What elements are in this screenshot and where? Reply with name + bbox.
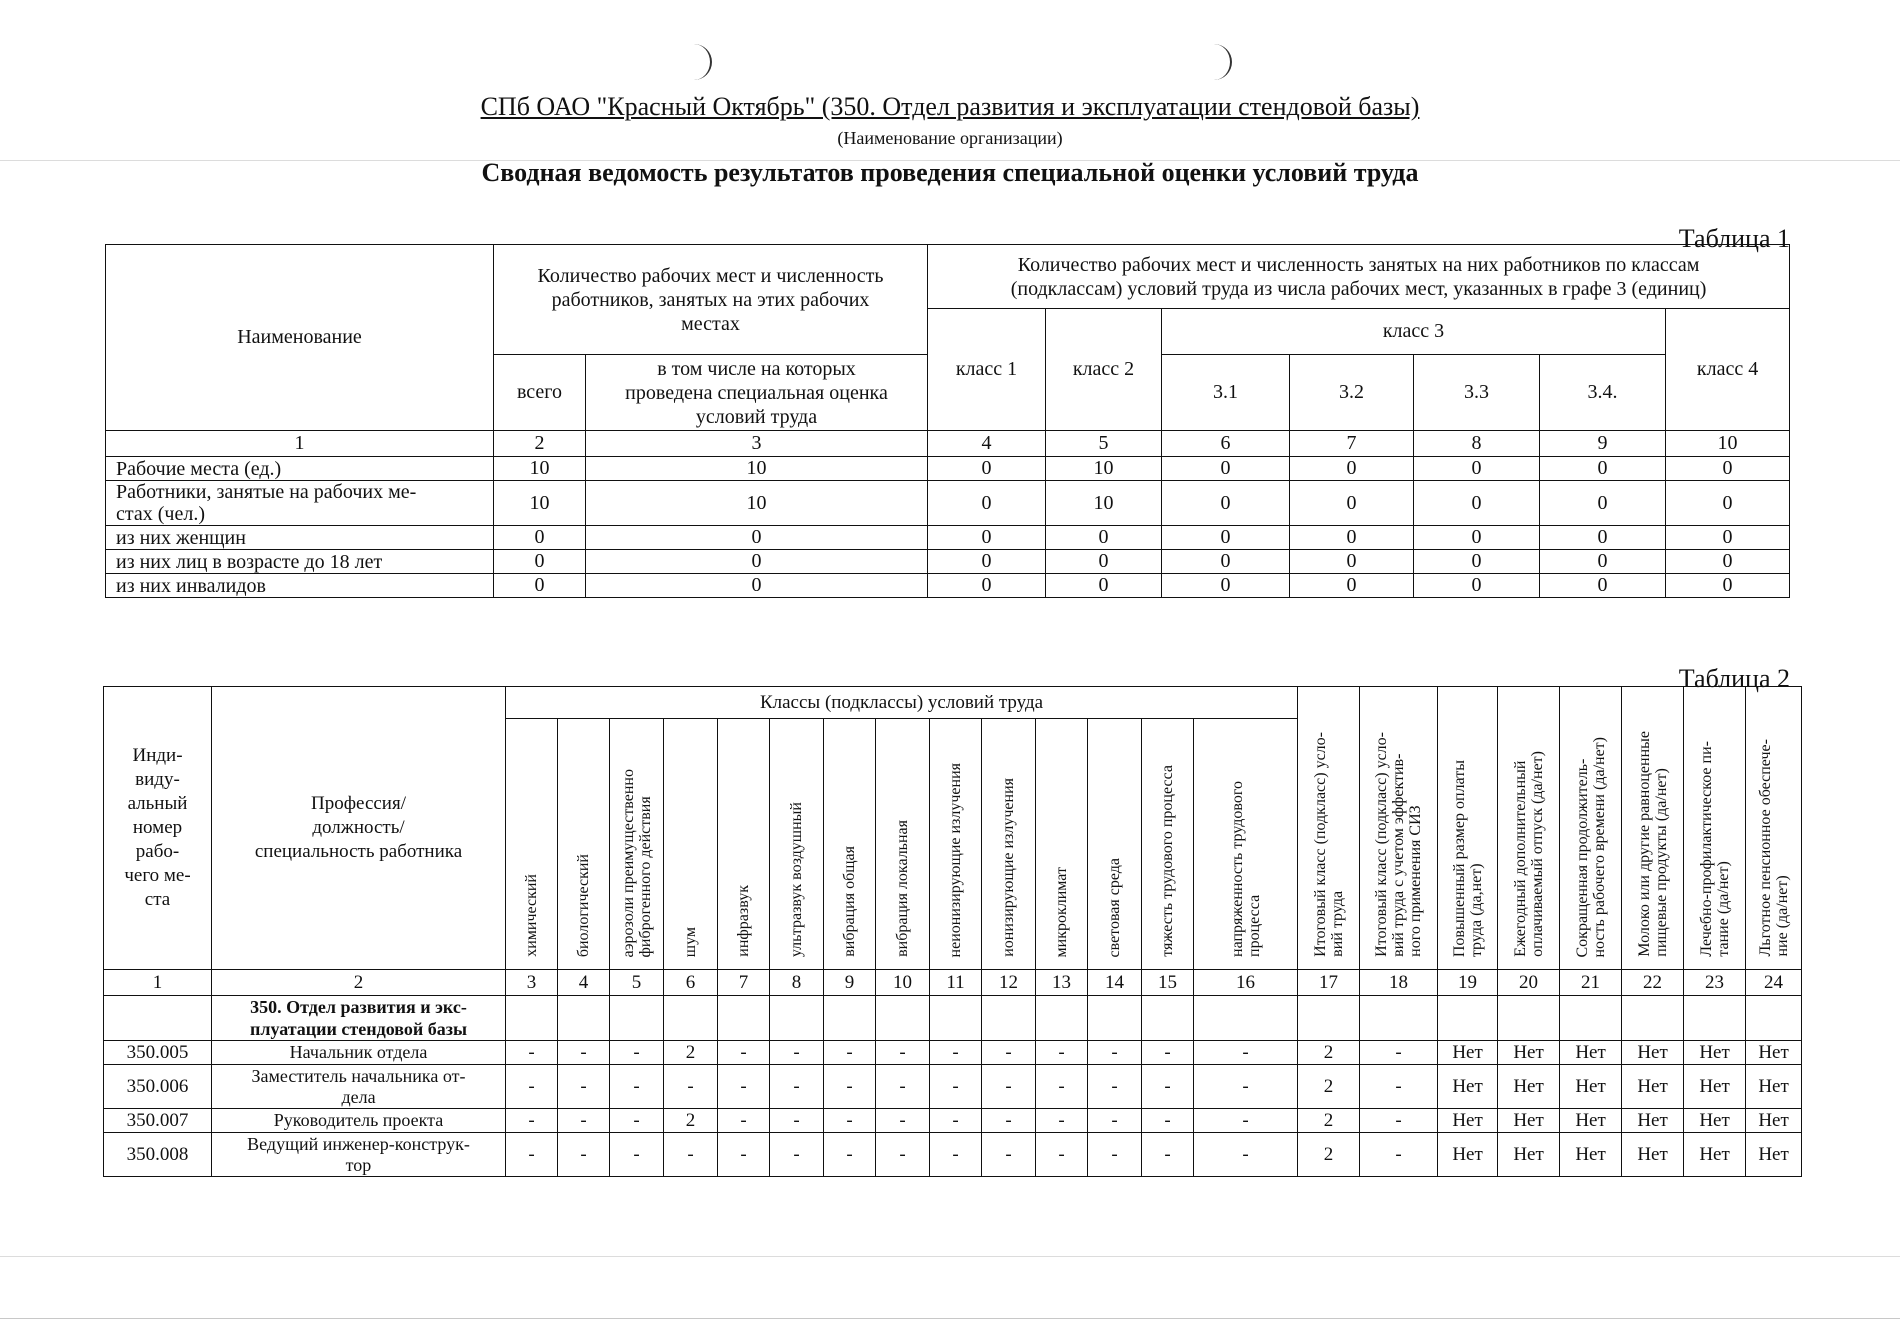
table-cell: 0	[1162, 481, 1290, 526]
workplace-number: 350.006	[104, 1065, 212, 1109]
table-cell: -	[558, 1133, 610, 1177]
table-cell: Нет	[1498, 1133, 1560, 1177]
table-cell: Нет	[1622, 1041, 1684, 1065]
table-cell: -	[982, 1109, 1036, 1133]
column-number: 9	[1540, 431, 1666, 457]
table-cell: -	[558, 1109, 610, 1133]
empty-cell	[876, 996, 930, 1041]
table-cell: 0	[1666, 550, 1790, 574]
table-cell: -	[664, 1065, 718, 1109]
header-total-group: Количество рабочих мест и численность работников, занятых на этих рабочих местах	[494, 245, 928, 355]
table-cell: -	[610, 1109, 664, 1133]
header-extra-text: Итоговый класс (подкласс) усло- вий труда с учетом эффектив- ного применения СИЗ	[1373, 732, 1425, 957]
header-extra-text: Молоко или другие равноценные пищевые продукты (да/нет)	[1635, 731, 1670, 957]
table-cell: 0	[928, 550, 1046, 574]
table-cell: Нет	[1622, 1065, 1684, 1109]
table-cell: -	[1360, 1065, 1438, 1109]
table-cell: 0	[494, 574, 586, 598]
table-cell: -	[982, 1133, 1036, 1177]
header-factor-text: вибрация локальная	[894, 820, 911, 957]
row-name: из них лиц в возрасте до 18 лет	[106, 550, 494, 574]
table-cell: -	[1360, 1041, 1438, 1065]
organization-caption: (Наименование организации)	[837, 128, 1063, 148]
table-row	[104, 1133, 1802, 1177]
empty-cell	[1360, 996, 1438, 1041]
scan-artifact-line	[0, 1318, 1900, 1319]
table-cell: 0	[1162, 526, 1290, 550]
profession-name: Ведущий инженер-конструк- тор	[212, 1133, 506, 1177]
header-factor-column	[1194, 719, 1298, 970]
table-cell: Нет	[1746, 1041, 1802, 1065]
empty-cell	[1560, 996, 1622, 1041]
header-factor-text: световая среда	[1106, 857, 1123, 957]
header-factor-column	[558, 719, 610, 970]
table-cell: Нет	[1560, 1133, 1622, 1177]
column-number: 23	[1684, 970, 1746, 996]
table-cell: -	[824, 1133, 876, 1177]
table-cell: Нет	[1746, 1065, 1802, 1109]
header-sub33: 3.3	[1414, 355, 1540, 431]
section-row	[104, 996, 1802, 1041]
table-cell: 0	[1540, 481, 1666, 526]
empty-cell	[824, 996, 876, 1041]
workplace-number: 350.005	[104, 1041, 212, 1065]
header-extra-column	[1684, 687, 1746, 970]
header-assessed: в том числе на которых проведена специальная оценка условий труда	[586, 355, 928, 431]
header-extra-text: Итоговый класс (подкласс) усло- вий труда	[1311, 732, 1346, 957]
header-factor-column	[770, 719, 824, 970]
table-cell: Нет	[1498, 1065, 1560, 1109]
column-numbers-row	[104, 970, 1802, 996]
row-name: из них инвалидов	[106, 574, 494, 598]
table-cell: Нет	[1560, 1041, 1622, 1065]
table-cell: 0	[1540, 574, 1666, 598]
table-cell: 10	[586, 457, 928, 481]
table-cell: 0	[586, 550, 928, 574]
table-cell: -	[930, 1065, 982, 1109]
punch-hole-mark	[690, 44, 712, 80]
header-extra-column	[1746, 687, 1802, 970]
header-classes-group: Классы (подклассы) условий труда	[506, 687, 1298, 719]
table-cell: -	[1088, 1109, 1142, 1133]
table-cell: 2	[1298, 1133, 1360, 1177]
empty-cell	[930, 996, 982, 1041]
table-cell: -	[982, 1065, 1036, 1109]
header-name: Наименование	[106, 245, 494, 431]
column-number: 17	[1298, 970, 1360, 996]
header-factor-text: ультразвук воздушный	[788, 801, 805, 957]
table-cell: -	[718, 1109, 770, 1133]
table-cell: -	[876, 1109, 930, 1133]
table-cell: Нет	[1560, 1109, 1622, 1133]
table-cell: -	[770, 1133, 824, 1177]
table-cell: 2	[1298, 1065, 1360, 1109]
table-cell: 0	[1666, 481, 1790, 526]
table-cell: -	[718, 1133, 770, 1177]
table-cell: -	[610, 1041, 664, 1065]
column-number: 2	[212, 970, 506, 996]
header-factor-column	[610, 719, 664, 970]
table-cell: 0	[928, 526, 1046, 550]
table-cell: Нет	[1438, 1065, 1498, 1109]
table-cell: -	[930, 1041, 982, 1065]
table-row	[106, 574, 1790, 598]
table-cell: 10	[1046, 457, 1162, 481]
header-factor-text: аэрозоли преимущественно фиброгенного действия	[619, 768, 654, 957]
empty-cell	[718, 996, 770, 1041]
table-cell: -	[1036, 1065, 1088, 1109]
empty-cell	[1298, 996, 1360, 1041]
table-cell: 0	[494, 550, 586, 574]
table-cell: 0	[1414, 526, 1540, 550]
header-sub31: 3.1	[1162, 355, 1290, 431]
header-factor-text: неионизирующие излучения	[947, 762, 964, 957]
table-cell: -	[1142, 1065, 1194, 1109]
table-cell: 10	[494, 457, 586, 481]
header-factor-text: вибрация общая	[841, 846, 858, 957]
table-cell: 0	[928, 574, 1046, 598]
table-cell: -	[770, 1109, 824, 1133]
table-cell: 2	[664, 1109, 718, 1133]
header-extra-column	[1298, 687, 1360, 970]
column-number: 21	[1560, 970, 1622, 996]
column-number: 8	[770, 970, 824, 996]
header-extra-column	[1498, 687, 1560, 970]
profession-name: Заместитель начальника от- дела	[212, 1065, 506, 1109]
column-number: 11	[930, 970, 982, 996]
table-cell: 10	[494, 481, 586, 526]
column-number: 5	[610, 970, 664, 996]
empty-cell	[770, 996, 824, 1041]
table-row	[104, 1041, 1802, 1065]
empty-cell	[1036, 996, 1088, 1041]
workplace-number: 350.007	[104, 1109, 212, 1133]
table-cell: 0	[1666, 457, 1790, 481]
table-cell: 0	[1290, 550, 1414, 574]
table-cell: 0	[1290, 481, 1414, 526]
table-cell: -	[558, 1065, 610, 1109]
table-row	[104, 1065, 1802, 1109]
header-factor-column	[664, 719, 718, 970]
table-cell: -	[770, 1041, 824, 1065]
table-cell: 0	[586, 574, 928, 598]
table-cell: -	[824, 1065, 876, 1109]
header-factor-column	[718, 719, 770, 970]
header-extra-text: Ежегодный дополнительный оплачиваемый отпуск (да/нет)	[1511, 751, 1546, 957]
column-number: 22	[1622, 970, 1684, 996]
table-cell: 0	[1046, 574, 1162, 598]
header-factor-text: напряженность трудового процесса	[1228, 781, 1263, 957]
table-cell: 0	[1162, 574, 1290, 598]
header-extra-column	[1622, 687, 1684, 970]
table-cell: 0	[1540, 526, 1666, 550]
header-extra-column	[1360, 687, 1438, 970]
header-factor-column	[1142, 719, 1194, 970]
table-cell: -	[718, 1041, 770, 1065]
table-cell: Нет	[1684, 1065, 1746, 1109]
profession-name: Начальник отдела	[212, 1041, 506, 1065]
column-number: 5	[1046, 431, 1162, 457]
table-cell: Нет	[1684, 1133, 1746, 1177]
table-cell: -	[1142, 1109, 1194, 1133]
table-cell: -	[1036, 1109, 1088, 1133]
table-cell: -	[876, 1133, 930, 1177]
column-number: 20	[1498, 970, 1560, 996]
column-number: 18	[1360, 970, 1438, 996]
column-number: 14	[1088, 970, 1142, 996]
table-cell: Нет	[1560, 1065, 1622, 1109]
table-cell: Нет	[1684, 1109, 1746, 1133]
empty-cell	[1746, 996, 1802, 1041]
column-number: 10	[876, 970, 930, 996]
section-number-cell	[104, 996, 212, 1041]
document-title: Сводная ведомость результатов проведения специальной оценки условий труда	[481, 158, 1419, 187]
table-cell: 0	[494, 526, 586, 550]
table-cell: -	[610, 1065, 664, 1109]
table-cell: 0	[1162, 550, 1290, 574]
table-cell: 10	[1046, 481, 1162, 526]
table-cell: 0	[1414, 550, 1540, 574]
empty-cell	[1194, 996, 1298, 1041]
table-row	[106, 457, 1790, 481]
column-number: 24	[1746, 970, 1802, 996]
table-cell: 2	[664, 1041, 718, 1065]
column-number: 7	[718, 970, 770, 996]
table-cell: 0	[928, 457, 1046, 481]
scan-artifact-line	[0, 1256, 1900, 1257]
table-cell: 0	[1162, 457, 1290, 481]
table-row	[106, 481, 1790, 526]
column-number: 3	[586, 431, 928, 457]
table1-label: Таблица 1	[1678, 224, 1790, 253]
profession-name: Руководитель проекта	[212, 1109, 506, 1133]
empty-cell	[1498, 996, 1560, 1041]
header-factor-column	[1088, 719, 1142, 970]
table-cell: -	[876, 1041, 930, 1065]
column-number: 13	[1036, 970, 1088, 996]
empty-cell	[610, 996, 664, 1041]
header-factor-text: ионизирующие излучения	[1000, 778, 1017, 957]
table-cell: -	[506, 1041, 558, 1065]
table-cell: 2	[1298, 1109, 1360, 1133]
header-class1: класс 1	[928, 309, 1046, 431]
table-cell: 0	[1290, 526, 1414, 550]
table-cell: Нет	[1684, 1041, 1746, 1065]
table-cell: Нет	[1622, 1109, 1684, 1133]
table-cell: 0	[1414, 457, 1540, 481]
table-row	[106, 526, 1790, 550]
header-extra-text: Лечебно-профилактическое пи- тание (да/нет)	[1697, 741, 1732, 957]
header-class2: класс 2	[1046, 309, 1162, 431]
header-sub32: 3.2	[1290, 355, 1414, 431]
header-classes-group: Количество рабочих мест и численность занятых на них работников по классам (подклассам) условий труда из числа рабочих мест, указанных в графе 3 (единиц)	[928, 245, 1790, 309]
header-factor-column	[930, 719, 982, 970]
column-number: 12	[982, 970, 1036, 996]
header-profession: Профессия/ должность/ специальность работника	[212, 687, 506, 970]
column-number: 4	[558, 970, 610, 996]
table-cell: 0	[1666, 526, 1790, 550]
table-cell: -	[506, 1065, 558, 1109]
table-cell: 2	[1298, 1041, 1360, 1065]
table-cell: -	[1360, 1109, 1438, 1133]
table-row	[104, 1109, 1802, 1133]
table-cell: 0	[1290, 457, 1414, 481]
column-number: 7	[1290, 431, 1414, 457]
section-title: 350. Отдел развития и экс- плуатации стендовой базы	[212, 996, 506, 1041]
table-cell: 0	[1414, 481, 1540, 526]
table-cell: Нет	[1498, 1109, 1560, 1133]
header-extra-column	[1438, 687, 1498, 970]
table-cell: Нет	[1438, 1133, 1498, 1177]
header-factor-text: инфразвук	[735, 885, 752, 957]
header-factor-text: микроклимат	[1053, 866, 1070, 957]
table-cell: 0	[1666, 574, 1790, 598]
table2-label: Таблица 2	[1678, 664, 1790, 693]
column-number: 1	[104, 970, 212, 996]
column-number: 15	[1142, 970, 1194, 996]
table-cell: -	[1088, 1065, 1142, 1109]
table-cell: 0	[1414, 574, 1540, 598]
table-cell: -	[1088, 1041, 1142, 1065]
header-factor-column	[876, 719, 930, 970]
row-name: Работники, занятые на рабочих ме- стах (чел.)	[106, 481, 494, 526]
header-extra-text: Повышенный размер оплаты труда (да,нет)	[1450, 759, 1485, 957]
workplaces-table-2	[103, 686, 1802, 1177]
table-cell: -	[982, 1041, 1036, 1065]
header-factor-text: шум	[682, 926, 699, 957]
table-cell: -	[930, 1109, 982, 1133]
table-cell: 0	[1290, 574, 1414, 598]
header-factor-text: биологический	[575, 853, 592, 957]
table-cell: -	[718, 1065, 770, 1109]
summary-table-1	[105, 244, 1790, 598]
column-number: 2	[494, 431, 586, 457]
table-cell: -	[1036, 1041, 1088, 1065]
table-cell: -	[1194, 1109, 1298, 1133]
table-cell: -	[664, 1133, 718, 1177]
column-number: 3	[506, 970, 558, 996]
table-cell: -	[876, 1065, 930, 1109]
table-cell: -	[1142, 1041, 1194, 1065]
table-cell: Нет	[1746, 1109, 1802, 1133]
table-cell: -	[506, 1133, 558, 1177]
empty-cell	[558, 996, 610, 1041]
empty-cell	[506, 996, 558, 1041]
table-cell: Нет	[1622, 1133, 1684, 1177]
table-cell: 10	[586, 481, 928, 526]
table-cell: 0	[1540, 550, 1666, 574]
column-number: 6	[664, 970, 718, 996]
table-cell: -	[1194, 1065, 1298, 1109]
column-numbers-row	[106, 431, 1790, 457]
empty-cell	[1684, 996, 1746, 1041]
column-number: 19	[1438, 970, 1498, 996]
table-cell: -	[1088, 1133, 1142, 1177]
column-number: 4	[928, 431, 1046, 457]
header-total: всего	[494, 355, 586, 431]
table-cell: 0	[1046, 550, 1162, 574]
header-factor-text: тяжесть трудового процесса	[1159, 765, 1176, 957]
header-extra-text: Льготное пенсионное обеспече- ние (да/нет)	[1756, 739, 1791, 957]
table-cell: -	[610, 1133, 664, 1177]
column-number: 16	[1194, 970, 1298, 996]
organization-name: СПб ОАО "Красный Октябрь" (350. Отдел развития и эксплуатации стендовой базы)	[480, 92, 1420, 121]
table-cell: -	[824, 1109, 876, 1133]
workplace-number: 350.008	[104, 1133, 212, 1177]
table-cell: 0	[928, 481, 1046, 526]
table-cell: -	[1194, 1041, 1298, 1065]
header-extra-text: Сокращенная продолжитель- ность рабочего времени (да/нет)	[1573, 736, 1608, 957]
header-factor-column	[982, 719, 1036, 970]
table-cell: Нет	[1498, 1041, 1560, 1065]
table-cell: -	[1194, 1133, 1298, 1177]
table-cell: -	[930, 1133, 982, 1177]
table-cell: 0	[1540, 457, 1666, 481]
column-number: 6	[1162, 431, 1290, 457]
empty-cell	[1142, 996, 1194, 1041]
header-class4: класс 4	[1666, 309, 1790, 431]
empty-cell	[1622, 996, 1684, 1041]
empty-cell	[1088, 996, 1142, 1041]
column-number: 10	[1666, 431, 1790, 457]
empty-cell	[664, 996, 718, 1041]
punch-hole-mark	[1210, 44, 1232, 80]
header-workplace-number: Инди- виду- альный номер рабо- чего ме- ста	[104, 687, 212, 970]
table-cell: Нет	[1746, 1133, 1802, 1177]
row-name: Рабочие места (ед.)	[106, 457, 494, 481]
header-sub34: 3.4.	[1540, 355, 1666, 431]
column-number: 9	[824, 970, 876, 996]
table-cell: -	[824, 1041, 876, 1065]
empty-cell	[982, 996, 1036, 1041]
column-number: 8	[1414, 431, 1540, 457]
table-cell: 0	[586, 526, 928, 550]
header-factor-column	[1036, 719, 1088, 970]
table-cell: -	[1036, 1133, 1088, 1177]
header-extra-column	[1560, 687, 1622, 970]
table-cell: -	[558, 1041, 610, 1065]
table-cell: 0	[1046, 526, 1162, 550]
column-number: 1	[106, 431, 494, 457]
header-factor-column	[824, 719, 876, 970]
row-name: из них женщин	[106, 526, 494, 550]
table-cell: -	[1360, 1133, 1438, 1177]
header-factor-column	[506, 719, 558, 970]
table-cell: Нет	[1438, 1041, 1498, 1065]
table-row	[106, 550, 1790, 574]
table-cell: -	[770, 1065, 824, 1109]
table-cell: Нет	[1438, 1109, 1498, 1133]
header-factor-text: химический	[523, 874, 540, 957]
header-class3: класс 3	[1162, 309, 1666, 355]
table-cell: -	[1142, 1133, 1194, 1177]
table-cell: -	[506, 1109, 558, 1133]
empty-cell	[1438, 996, 1498, 1041]
